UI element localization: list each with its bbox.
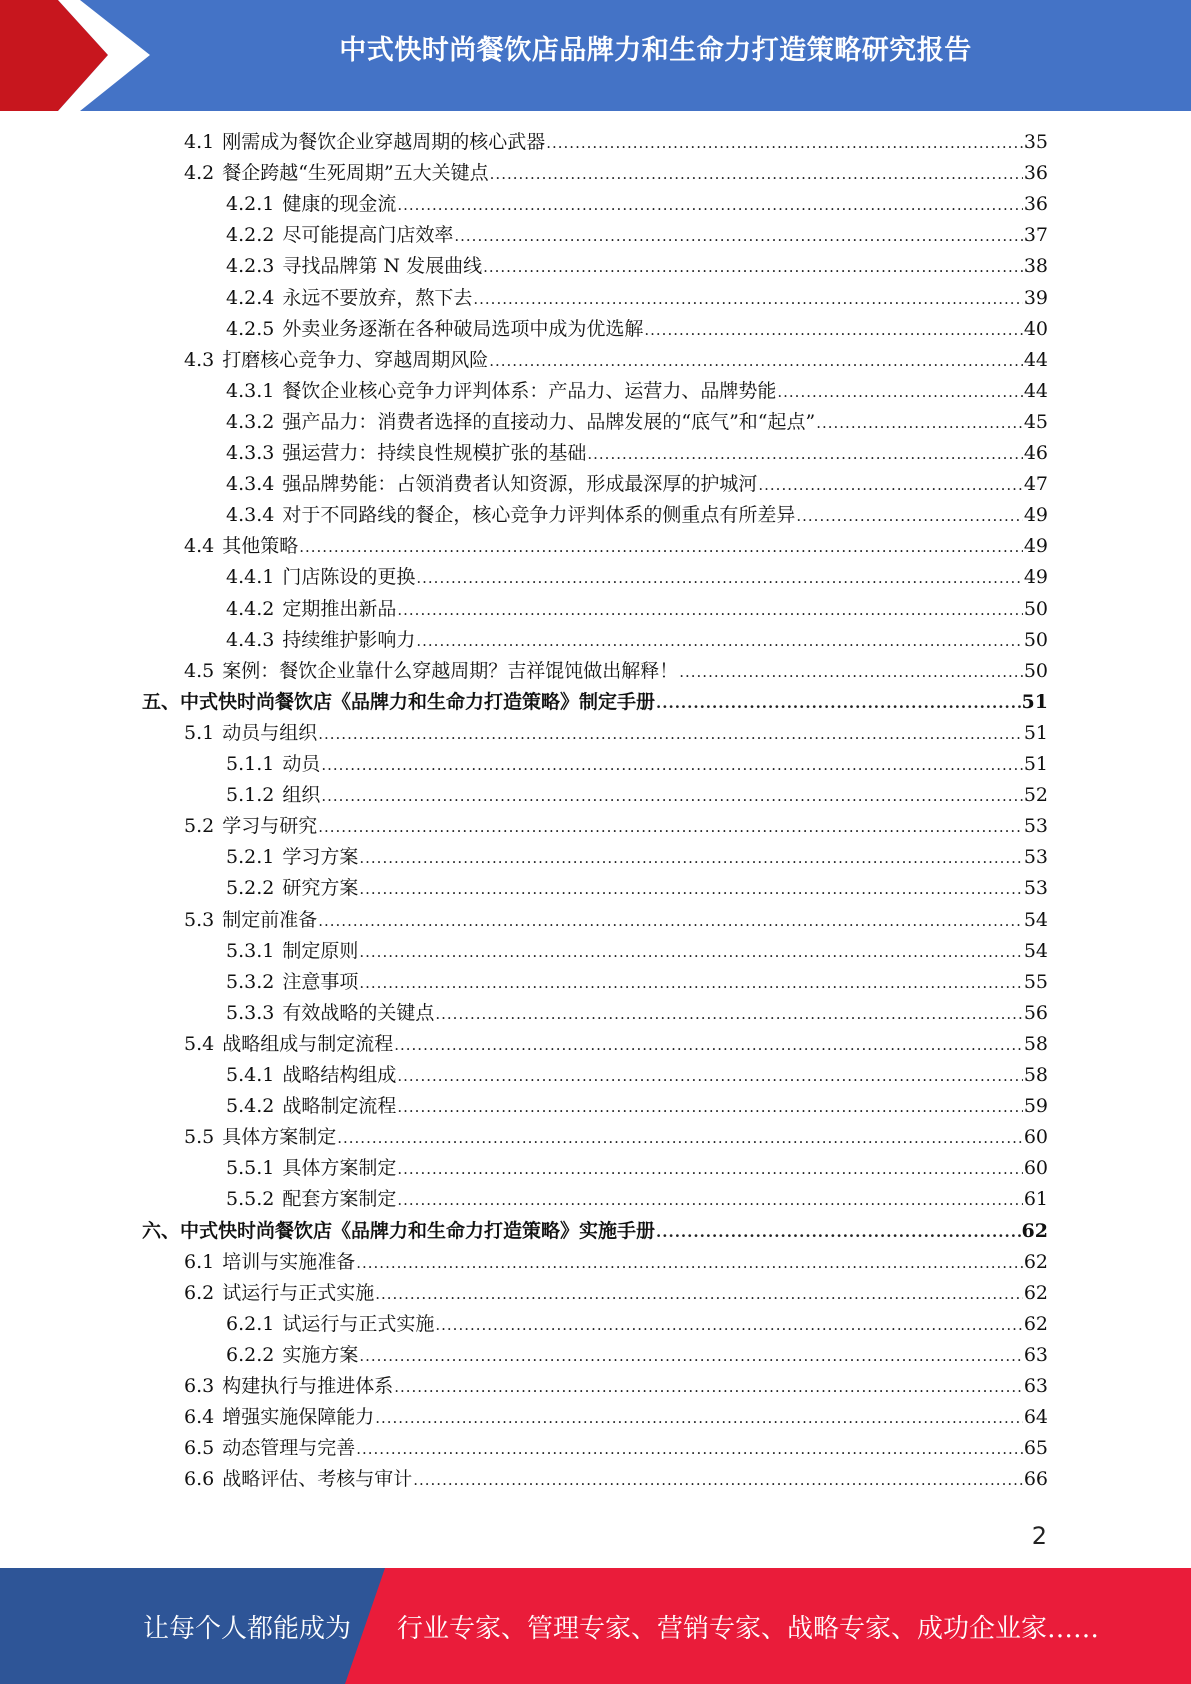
toc-entry[interactable] — [184, 345, 1048, 376]
page-footer — [0, 1568, 1191, 1684]
toc-entry[interactable] — [226, 998, 1048, 1029]
toc-dot-leader — [397, 595, 1022, 626]
toc-entry[interactable] — [184, 1122, 1048, 1153]
toc-entry[interactable] — [184, 656, 1048, 687]
toc-entry-page: 44 — [1023, 379, 1048, 402]
toc-entry-number: 5.4 — [184, 1032, 215, 1055]
toc-entry[interactable] — [226, 189, 1048, 220]
toc-dot-leader — [337, 1123, 1023, 1154]
toc-entry[interactable] — [184, 158, 1048, 189]
toc-entry-title: 持续维护影响力 — [282, 628, 416, 651]
toc-entry-title: 动态管理与完善 — [222, 1437, 356, 1460]
toc-entry-title: 具体方案制定 — [282, 1157, 397, 1180]
toc-entry-number: 4.2.1 — [226, 193, 275, 216]
toc-entry-title: 强品牌势能：占领消费者认知资源，形成最深厚的护城河 — [282, 473, 758, 496]
toc-entry-title: 永远不要放弃，熬下去 — [282, 286, 473, 309]
toc-entry[interactable] — [184, 1029, 1048, 1060]
toc-entry-number: 5.2.1 — [226, 846, 275, 869]
toc-entry-number: 6.2.1 — [226, 1312, 275, 1335]
toc-dot-leader — [397, 190, 1022, 221]
toc-dot-leader — [394, 1372, 1023, 1403]
toc-entry-number: 5.4.1 — [226, 1064, 275, 1086]
toc-entry-number: 4.4.1 — [226, 566, 275, 589]
toc-entry-page: 50 — [1023, 628, 1048, 651]
toc-dot-leader — [394, 1030, 1023, 1061]
toc-dot-leader — [454, 221, 1022, 252]
toc-entry-page: 36 — [1023, 193, 1048, 216]
toc-entry-number: 4.1 — [184, 131, 215, 153]
toc-entry[interactable] — [226, 283, 1048, 314]
toc-entry-page: 61 — [1023, 1188, 1048, 1211]
toc-dot-leader — [489, 346, 1023, 377]
toc-entry-title: 健康的现金流 — [282, 193, 397, 216]
toc-dot-leader — [416, 626, 1022, 657]
toc-entry-page: 50 — [1023, 597, 1048, 620]
toc-dot-leader — [679, 657, 1023, 688]
toc-entry-number: 4.2.5 — [226, 317, 275, 340]
toc-entry-title: 强运营力：持续良性规模扩张的基础 — [282, 442, 587, 464]
toc-entry-page: 65 — [1023, 1437, 1048, 1460]
toc-entry-page: 53 — [1023, 846, 1048, 869]
toc-entry-title: 门店陈设的更换 — [282, 566, 416, 589]
toc-entry-title: 配套方案制定 — [282, 1188, 397, 1211]
toc-entry-page: 45 — [1023, 410, 1048, 433]
toc-entry-number: 6.3 — [184, 1375, 215, 1397]
toc-entry[interactable] — [226, 1060, 1048, 1091]
toc-entry-title: 对于不同路线的餐企，核心竞争力评判体系的侧重点有所差异 — [282, 504, 796, 527]
toc-entry[interactable] — [226, 220, 1048, 251]
toc-entry[interactable] — [226, 376, 1048, 407]
toc-entry-number: 五、 — [142, 690, 181, 713]
toc-entry[interactable] — [226, 438, 1048, 469]
toc-entry-title: 制定原则 — [282, 939, 359, 962]
toc-entry-number: 5.3 — [184, 908, 215, 931]
toc-entry-page: 40 — [1023, 317, 1048, 340]
toc-entry-number: 4.5 — [184, 659, 215, 682]
toc-entry-number: 5.1.2 — [226, 784, 275, 807]
toc-entry-page: 58 — [1023, 1064, 1048, 1086]
toc-dot-leader — [644, 315, 1022, 346]
toc-dot-leader — [318, 812, 1023, 843]
footer-slogan-left: 让每个人都能成为 — [143, 1614, 352, 1644]
toc-entry-number: 5.3.1 — [226, 939, 275, 962]
toc-entry-number: 5.5.2 — [226, 1188, 275, 1211]
toc-entry[interactable] — [226, 1309, 1048, 1340]
toc-entry-page: 53 — [1023, 877, 1048, 900]
toc-dot-leader — [656, 1217, 1021, 1248]
toc-entry-number: 5.5.1 — [226, 1157, 275, 1180]
toc-entry[interactable] — [142, 1216, 1048, 1247]
toc-entry-title: 构建执行与推进体系 — [222, 1375, 394, 1397]
toc-dot-leader — [359, 937, 1022, 968]
toc-dot-leader — [397, 1061, 1022, 1092]
toc-entry-page: 63 — [1023, 1375, 1048, 1397]
toc-entry[interactable] — [226, 873, 1048, 904]
toc-entry-page: 51 — [1023, 721, 1048, 744]
toc-dot-leader — [359, 1341, 1022, 1372]
toc-entry-page: 55 — [1023, 970, 1048, 993]
toc-entry-title: 动员 — [282, 753, 321, 775]
toc-entry-title: 学习与研究 — [222, 815, 318, 838]
toc-entry-page: 50 — [1023, 659, 1048, 682]
toc-entry-number: 4.2.2 — [226, 224, 275, 247]
toc-entry-number: 4.3.1 — [226, 379, 275, 402]
toc-entry-page: 49 — [1023, 566, 1048, 589]
toc-entry[interactable] — [184, 905, 1048, 936]
toc-entry[interactable] — [226, 967, 1048, 998]
toc-entry-title: 战略制定流程 — [282, 1095, 397, 1118]
toc-dot-leader — [321, 781, 1022, 812]
page-number: 2 — [1031, 1522, 1047, 1550]
toc-entry-page: 49 — [1023, 504, 1048, 527]
toc-entry-number: 4.2 — [184, 162, 215, 185]
toc-entry-page: 60 — [1023, 1157, 1048, 1180]
toc-dot-leader — [796, 501, 1022, 532]
toc-entry-title: 组织 — [282, 784, 321, 807]
toc-entry[interactable] — [226, 1091, 1048, 1122]
toc-entry-number: 6.2 — [184, 1281, 215, 1304]
toc-entry-number: 5.4.2 — [226, 1095, 275, 1118]
toc-dot-leader — [321, 750, 1022, 781]
toc-entry-page: 66 — [1023, 1468, 1048, 1491]
toc-entry[interactable] — [226, 594, 1048, 625]
toc-entry-page: 37 — [1023, 224, 1048, 247]
toc-dot-leader — [375, 1403, 1023, 1434]
toc-entry-title: 中式快时尚餐饮店《品牌力和生命力打造策略》制定手册 — [180, 690, 656, 713]
toc-dot-leader — [656, 688, 1021, 719]
toc-entry-title: 注意事项 — [282, 970, 359, 993]
toc-entry-number: 5.2.2 — [226, 877, 275, 900]
toc-entry-title: 外卖业务逐渐在各种破局选项中成为优选解 — [282, 317, 644, 340]
toc-entry-title: 研究方案 — [282, 877, 359, 900]
toc-entry-page: 59 — [1023, 1095, 1048, 1118]
toc-entry-page: 38 — [1023, 255, 1048, 278]
toc-entry-number: 4.4 — [184, 535, 215, 558]
toc-entry[interactable] — [184, 811, 1048, 842]
toc-entry[interactable] — [184, 1247, 1048, 1278]
toc-dot-leader — [356, 1434, 1023, 1465]
toc-entry[interactable] — [226, 407, 1048, 438]
toc-entry-title: 战略组成与制定流程 — [222, 1032, 394, 1055]
toc-entry-title: 刚需成为餐饮企业穿越周期的核心武器 — [222, 131, 546, 153]
toc-entry-title: 其他策略 — [222, 535, 299, 558]
toc-entry-title: 增强实施保障能力 — [222, 1406, 375, 1429]
toc-entry[interactable] — [184, 1371, 1048, 1402]
toc-dot-leader — [490, 159, 1023, 190]
toc-entry-title: 有效战略的关键点 — [282, 1001, 435, 1024]
toc-dot-leader — [546, 128, 1023, 159]
toc-entry-page: 35 — [1023, 131, 1048, 153]
toc-dot-leader — [397, 1092, 1022, 1123]
toc-dot-leader — [483, 252, 1023, 283]
toc-dot-leader — [318, 906, 1023, 937]
toc-dot-leader — [758, 470, 1022, 501]
toc-entry[interactable] — [226, 314, 1048, 345]
toc-entry-number: 4.3.4 — [226, 504, 275, 527]
toc-entry-page: 54 — [1023, 908, 1048, 931]
toc-entry-number: 4.4.2 — [226, 597, 275, 620]
toc-entry-title: 试运行与正式实施 — [222, 1281, 375, 1304]
toc-entry-page: 36 — [1023, 162, 1048, 185]
toc-entry[interactable] — [184, 1402, 1048, 1433]
toc-entry-number: 4.3.2 — [226, 410, 275, 433]
toc-dot-leader — [359, 843, 1022, 874]
toc-entry-page: 54 — [1023, 939, 1048, 962]
toc-entry-number: 5.1 — [184, 721, 215, 744]
toc-entry[interactable] — [184, 1433, 1048, 1464]
toc-entry-page: 58 — [1023, 1032, 1048, 1055]
toc-dot-leader — [777, 377, 1022, 408]
toc-dot-leader — [416, 563, 1022, 594]
toc-entry-number: 4.2.4 — [226, 286, 275, 309]
toc-entry-number: 4.3 — [184, 348, 215, 371]
toc-entry-title: 强产品力：消费者选择的直接动力、品牌发展的“底气”和“起点” — [282, 410, 816, 433]
toc-entry-page: 44 — [1023, 348, 1048, 371]
toc-entry-title: 案例：餐饮企业靠什么穿越周期？吉祥馄饨做出解释！ — [222, 659, 679, 682]
toc-entry-title: 餐饮企业核心竞争力评判体系：产品力、运营力、品牌势能 — [282, 379, 777, 402]
toc-entry-number: 6.6 — [184, 1468, 215, 1491]
toc-entry-title: 定期推出新品 — [282, 597, 397, 620]
toc-entry-number: 5.1.1 — [226, 753, 275, 775]
toc-entry-title: 制定前准备 — [222, 908, 318, 931]
toc-dot-leader — [359, 968, 1022, 999]
toc-entry-page: 62 — [1021, 1219, 1048, 1242]
toc-entry-number: 5.2 — [184, 815, 215, 838]
toc-entry[interactable] — [184, 1464, 1048, 1495]
toc-dot-leader — [413, 1465, 1023, 1496]
toc-entry-page: 63 — [1023, 1343, 1048, 1366]
toc-entry-title: 具体方案制定 — [222, 1126, 337, 1149]
toc-entry[interactable] — [142, 687, 1048, 718]
toc-entry-number: 六、 — [142, 1219, 181, 1242]
toc-entry-title: 动员与组织 — [222, 721, 318, 744]
toc-entry-page: 62 — [1023, 1281, 1048, 1304]
toc-entry-page: 64 — [1023, 1406, 1048, 1429]
toc-dot-leader — [318, 719, 1023, 750]
toc-entry-title: 实施方案 — [282, 1343, 359, 1366]
toc-entry-title: 中式快时尚餐饮店《品牌力和生命力打造策略》实施手册 — [180, 1219, 656, 1242]
toc-dot-leader — [397, 1154, 1022, 1185]
toc-entry-number: 4.3.4 — [226, 473, 275, 496]
toc-entry-page: 49 — [1023, 535, 1048, 558]
toc-entry-page: 60 — [1023, 1126, 1048, 1149]
toc-entry-number: 5.5 — [184, 1126, 215, 1149]
toc-entry[interactable] — [226, 1153, 1048, 1184]
toc-entry-title: 打磨核心竞争力、穿越周期风险 — [222, 348, 489, 371]
toc-entry[interactable] — [226, 1340, 1048, 1371]
toc-entry-title: 餐企跨越“生死周期”五大关键点 — [222, 162, 489, 185]
toc-dot-leader — [375, 1279, 1023, 1310]
toc-entry[interactable] — [226, 749, 1048, 780]
toc-entry-title: 试运行与正式实施 — [282, 1312, 435, 1335]
toc-entry-page: 56 — [1023, 1001, 1048, 1024]
toc-entry[interactable] — [184, 1278, 1048, 1309]
toc-entry[interactable] — [226, 562, 1048, 593]
page-header — [0, 0, 1191, 111]
toc-entry-page: 51 — [1021, 690, 1048, 713]
toc-entry[interactable] — [184, 531, 1048, 562]
toc-entry[interactable] — [226, 780, 1048, 811]
toc-entry-title: 战略结构组成 — [282, 1064, 397, 1086]
toc-entry-title: 寻找品牌第 N 发展曲线 — [282, 255, 483, 278]
toc-entry-number: 4.4.3 — [226, 628, 275, 651]
toc-entry-page: 52 — [1023, 784, 1048, 807]
toc-entry-number: 6.4 — [184, 1406, 215, 1429]
toc-entry-page: 62 — [1023, 1312, 1048, 1335]
toc-entry-number: 4.2.3 — [226, 255, 275, 278]
footer-slogan-right: 行业专家、管理专家、营销专家、战略专家、成功企业家…… — [397, 1614, 1100, 1644]
toc-dot-leader — [435, 1310, 1022, 1341]
toc-dot-leader — [816, 408, 1023, 439]
toc-entry[interactable] — [226, 469, 1048, 500]
toc-entry-number: 4.3.3 — [226, 442, 275, 464]
toc-dot-leader — [359, 874, 1022, 905]
toc-entry-number: 6.2.2 — [226, 1343, 275, 1366]
toc-dot-leader — [435, 999, 1022, 1030]
toc-entry-number: 5.3.3 — [226, 1001, 275, 1024]
toc-dot-leader — [587, 439, 1022, 470]
toc-entry[interactable] — [184, 718, 1048, 749]
toc-dot-leader — [299, 532, 1023, 563]
toc-entry[interactable] — [226, 842, 1048, 873]
toc-entry-title: 尽可能提高门店效率 — [282, 224, 454, 247]
toc-entry-page: 46 — [1023, 442, 1048, 464]
toc-entry-number: 6.5 — [184, 1437, 215, 1460]
toc-dot-leader — [397, 1185, 1022, 1216]
toc-entry-page: 51 — [1023, 753, 1048, 775]
toc-entry-number: 6.1 — [184, 1250, 215, 1273]
toc-entry[interactable] — [226, 625, 1048, 656]
toc-entry-title: 战略评估、考核与审计 — [222, 1468, 413, 1491]
toc-entry-page: 39 — [1023, 286, 1048, 309]
toc-dot-leader — [473, 284, 1022, 315]
toc-entry[interactable] — [184, 127, 1048, 158]
header-title: 中式快时尚餐饮店品牌力和生命力打造策略研究报告 — [339, 35, 972, 66]
toc-entry-page: 53 — [1023, 815, 1048, 838]
toc-entry[interactable] — [226, 500, 1048, 531]
toc-entry-title: 培训与实施准备 — [222, 1250, 356, 1273]
toc-entry-title: 学习方案 — [282, 846, 359, 869]
toc-entry[interactable] — [226, 1184, 1048, 1215]
toc-dot-leader — [356, 1248, 1023, 1279]
toc-entry-page: 47 — [1023, 473, 1048, 496]
toc-entry[interactable] — [226, 936, 1048, 967]
toc-entry[interactable] — [226, 251, 1048, 282]
toc-entry-number: 5.3.2 — [226, 970, 275, 993]
toc-entry-page: 62 — [1023, 1250, 1048, 1273]
